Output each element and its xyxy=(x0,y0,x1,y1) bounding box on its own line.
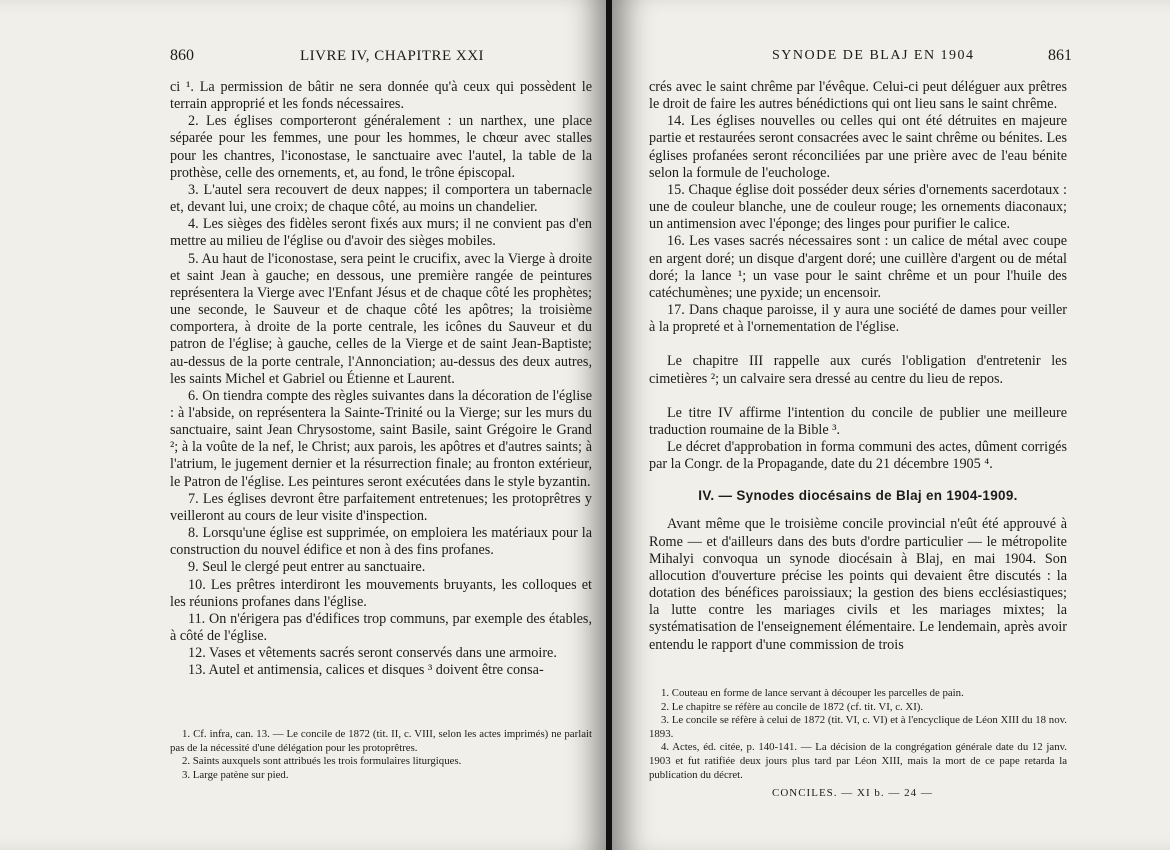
footnote: 1. Cf. infra, can. 13. — Le concile de 1872 (tit. II, c. VIII, selon les actes imprimés) ne parlait pas de la nécessité d'une délégation pour les protoprêtres. xyxy=(170,728,592,754)
paragraph: 2. Les églises comporteront généralement : un narthex, une place séparée pour les femmes, une pour les hommes, le chœur avec stalles pour les chantres, l'iconostase, le sanctuaire avec l'autel, la table de la prothèse, celle des ornements, et, au fond, le trône épiscopal. xyxy=(170,113,592,181)
paragraph: 5. Au haut de l'iconostase, sera peint le crucifix, avec la Vierge à droite et saint Jean à gauche; en dessous, une première rangée de peintures représentera la Vierge avec l'Enfant Jésus et de chaque côté les prophètes; une seconde, le Sauveur et de chaque côté les apôtres; la troisième comportera, à droite de la porte centrale, les icônes du Sauveur et du patron de l'église; à gauche, celles de la Vierge et de saint Jean-Baptiste; au-dessus de la porte centrale, l'Annonciation; au-dessus des deux autres, les saints Michel et Gabriel ou Étienne et Laurent. xyxy=(170,250,592,387)
paragraph: 14. Les églises nouvelles ou celles qui ont été détruites en majeure partie et restaurées seront consacrées avec le saint chrême ou bénites. Les églises profanées seront réconciliées par une prière avec de l'eau bénite selon la formule de l'euchologe. xyxy=(649,113,1067,181)
paragraph: 9. Seul le clergé peut entrer au sanctuaire. xyxy=(188,559,426,576)
paragraph: 13. Autel et antimensia, calices et disques ³ doivent être consa- xyxy=(188,662,544,679)
footnote: 4. Actes, éd. citée, p. 140-141. — La décision de la congrégation générale date du 12 janv. 1903 et fut ratifiée deux jours plus tard par Léon XIII, mais la mort de ce pape retarda la publication du décret. xyxy=(649,741,1067,781)
paragraph: 3. L'autel sera recouvert de deux nappes; il comportera un tabernacle et, devant lui, une croix; de chaque côté, au moins un chandelier. xyxy=(170,181,592,216)
paragraph: 7. Les églises devront être parfaitement entretenues; les protoprêtres y veilleront au cours de leur visite d'inspection. xyxy=(170,490,592,524)
printer-signature: CONCILES. — XI b. — 24 — xyxy=(772,787,933,799)
paragraph: crés avec le saint chrême par l'évêque. Celui-ci peut déléguer aux prêtres le droit de faire les autres bénédictions qui ont lieu sans le saint chrême. xyxy=(649,79,1067,113)
paragraph: 16. Les vases sacrés nécessaires sont : un calice de métal avec coupe en argent doré; un disque d'argent doré; une cuillère d'argent ou de métal doré; la lance ¹; un vase pour le saint chrême et un pour l'huile des catéchumènes; une pyxide; un encensoir. xyxy=(649,233,1067,301)
paragraph: Le titre IV affirme l'intention du concile de publier une meilleure traduction roumaine de la Bible ³. xyxy=(649,404,1067,438)
page-number-left: 860 xyxy=(170,47,194,64)
left-footnotes xyxy=(170,728,592,782)
footnote: 1. Couteau en forme de lance servant à découper les parcelles de pain. xyxy=(661,687,964,699)
paragraph: 10. Les prêtres interdiront les mouvements bruyants, les colloques et les réunions profanes dans l'église. xyxy=(170,576,592,610)
paragraph: 15. Chaque église doit posséder deux séries d'ornements sacerdotaux : une de couleur blanche, une de couleur rouge; les ornements diaconaux; un antimension avec l'éponge; des linges pour purifier le calice. xyxy=(649,181,1067,233)
paragraph: 6. On tiendra compte des règles suivantes dans la décoration de l'église : à l'abside, on représentera la Sainte-Trinité ou la Vierge; sur les murs du sanctuaire, saint Jean Chrysostome, saint Basile, saint Grégoire le Grand ²; à la voûte de la nef, le Christ; aux parois, les apôtres et d'autres saints; à l'atrium, le jugement dernier et la résurrection finale; au fronton extérieur, le Patron de l'église. Les peintures seront exécutées dans le style byzantin. xyxy=(170,387,592,490)
paragraph: ci ¹. La permission de bâtir ne sera donnée qu'à ceux qui possèdent le terrain approprié et les fonds nécessaires. xyxy=(170,79,592,113)
paragraph: 11. On n'érigera pas d'édifices trop communs, par exemple des étables, à côté de l'église. xyxy=(170,610,592,644)
running-head-left: LIVRE IV, CHAPITRE XXI xyxy=(300,48,485,64)
right-body xyxy=(649,79,1067,654)
paragraph: 8. Lorsqu'une église est supprimée, on emploiera les matériaux pour la construction du nouvel édifice et non à des fins profanes. xyxy=(170,525,592,559)
paragraph: Le chapitre III rappelle aux curés l'obligation d'entretenir les cimetières ²; un calvaire sera dressé au centre du lieu de repos. xyxy=(649,353,1067,387)
paragraph: Avant même que le troisième concile provincial n'eût été approuvé à Rome — et d'ailleurs dans des buts d'ordre particulier — le métropolite Mihalyi convoqua un synode diocésain à Blaj, en mai 1904. Son allocution d'ouverture précise les points qui devaient être discutés : la dotation des bénéfices paroissiaux; la gestion des biens ecclésiastiques; la lutte contre les mariages civils et les mariages mixtes; la systématisation de l'enseignement élémentaire. Le lendemain, après avoir entendu le rapport d'une commission de trois xyxy=(649,516,1067,653)
paragraph: 17. Dans chaque paroisse, il y aura une société de dames pour veiller à la propreté et à l'ornementation de l'église. xyxy=(649,302,1067,336)
footnote: 2. Le chapitre se réfère au concile de 1872 (cf. tit. VI, c. XI). xyxy=(661,700,924,713)
right-page xyxy=(612,0,1170,850)
footnote: 3. Large patène sur pied. xyxy=(182,768,289,781)
left-body xyxy=(170,79,592,679)
paragraph: Le décret d'approbation in forma communi des actes, dûment corrigés par la Congr. de la Propagande, date du 21 décembre 1905 ⁴. xyxy=(649,438,1067,473)
page-number-right: 861 xyxy=(1048,47,1072,64)
running-head-right: SYNODE DE BLAJ EN 1904 xyxy=(772,48,975,63)
paragraph: 4. Les sièges des fidèles seront fixés aux murs; il ne convient pas d'en mettre au milieu de l'église ou d'avoir des sièges mobiles. xyxy=(170,216,592,250)
section-heading: IV. — Synodes diocésains de Blaj en 1904-1909. xyxy=(698,488,1018,504)
footnote: 2. Saints auxquels sont attribués les trois formulaires liturgiques. xyxy=(182,755,462,768)
right-footnotes xyxy=(649,687,1067,782)
footnote: 3. Le concile se réfère à celui de 1872 (tit. VI, c. VI) et à l'encyclique de Léon XIII du 18 nov. 1893. xyxy=(649,714,1067,740)
paragraph: 12. Vases et vêtements sacrés seront conservés dans une armoire. xyxy=(188,645,557,662)
